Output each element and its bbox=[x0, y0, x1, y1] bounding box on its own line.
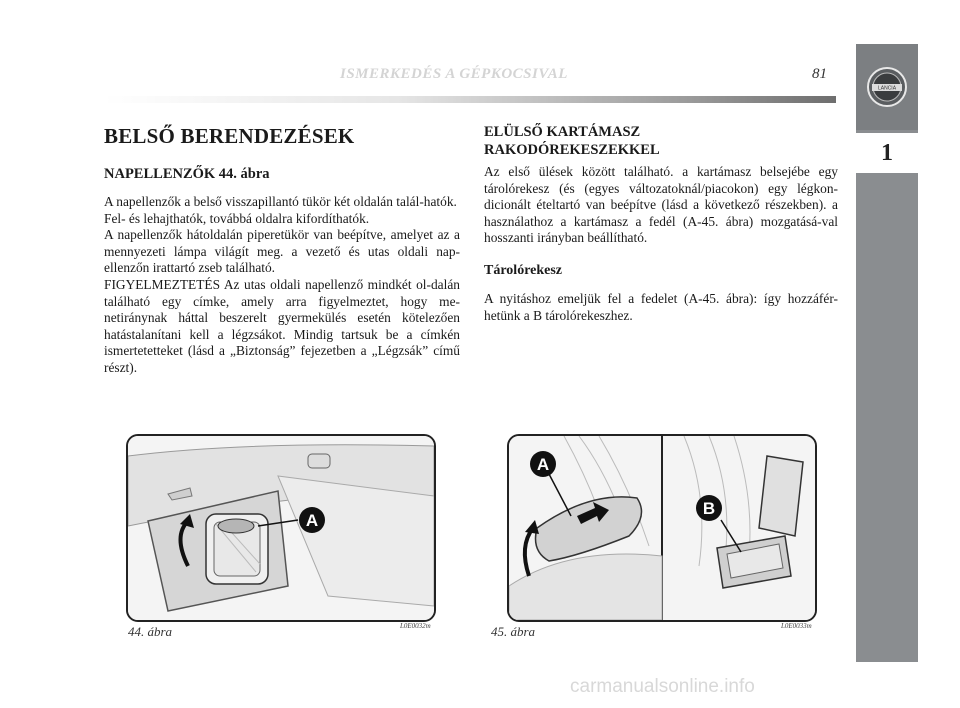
page-number: 81 bbox=[812, 66, 827, 82]
header-rule bbox=[104, 96, 836, 103]
armrest-heading-line1: ELÜLSŐ KARTÁMASZ bbox=[484, 124, 641, 140]
figure-44-code: L0E0032m bbox=[400, 622, 431, 630]
armrest-paragraph bbox=[484, 164, 838, 247]
sunvisor-illustration bbox=[128, 436, 434, 620]
figure-44-caption: 44. ábra bbox=[128, 624, 173, 639]
paragraph: A nyitáshoz emeljük fel a fedelet (A-45. ábra): így hozzáfér-hetünk a B tárolórekeszhez. bbox=[484, 291, 838, 323]
paragraph: A napellenzők hátoldalán piperetükör van beépítve, amelyet az a mennyezeti lámpa világít meg. a vezető és utas oldali nap-ellenzőn irattartó zseb található. bbox=[104, 227, 460, 276]
left-column-text bbox=[104, 194, 460, 377]
section-heading: BELSŐ BERENDEZÉSEK bbox=[104, 124, 355, 148]
paragraph: A napellenzők a belső visszapillantó tükör két oldalán talál-hatók. bbox=[104, 194, 457, 209]
svg-text:LANCIA: LANCIA bbox=[877, 85, 897, 92]
figure-45-code: L0E0033m bbox=[781, 622, 812, 630]
lancia-logo-icon bbox=[866, 66, 908, 108]
storage-subheading: Tárolórekesz bbox=[484, 263, 563, 278]
paragraph: Az első ülések között található. a kartámasz belsejébe egy tárolórekesz (és (egyes változatoknál/piacokon) egy légkon-dicionált ételtartó van beépítve (lásd a következő részekben). a használathoz a kartámasz a fedél (A-45. ábra) mozgatásá-val hosszanti irányban beállítható. bbox=[484, 164, 838, 246]
watermark: carmanualsonline.info bbox=[570, 676, 755, 697]
storage-paragraph bbox=[484, 291, 838, 324]
chapter-number: 1 bbox=[881, 140, 893, 166]
figure-45-caption: 45. ábra bbox=[491, 624, 536, 639]
svg-text:A: A bbox=[536, 455, 550, 474]
warning-paragraph: FIGYELMEZTETÉS Az utas oldali napellenző mindkét ol-dalán található egy címke, amely arra figyelmeztet, hogy me-netiránynak háttal beszerelt gyermekülés esetén kötelezően hatástalanítani kell a légzsákot. Mindig tartsuk be a címkén ismertetetteket (lásd a „Biztonság” fejezetben a „Légzsák” című részt). bbox=[104, 276, 460, 375]
armrest-illustration bbox=[509, 436, 815, 620]
running-header-title: ISMERKEDÉS A GÉPKOCSIVAL bbox=[340, 66, 568, 82]
svg-text:A: A bbox=[305, 511, 319, 530]
paragraph: Fel- és lehajthatók, továbbá oldalra kifordíthatók. bbox=[104, 210, 370, 226]
figure-45-armrest bbox=[507, 434, 817, 622]
armrest-heading-line2: RAKODÓREKESZEKKEL bbox=[484, 142, 660, 158]
subsection-heading-sunvisors: NAPELLENZŐK 44. ábra bbox=[104, 166, 270, 182]
svg-text:B: B bbox=[702, 499, 716, 518]
figure-44-sunvisor bbox=[126, 434, 436, 622]
